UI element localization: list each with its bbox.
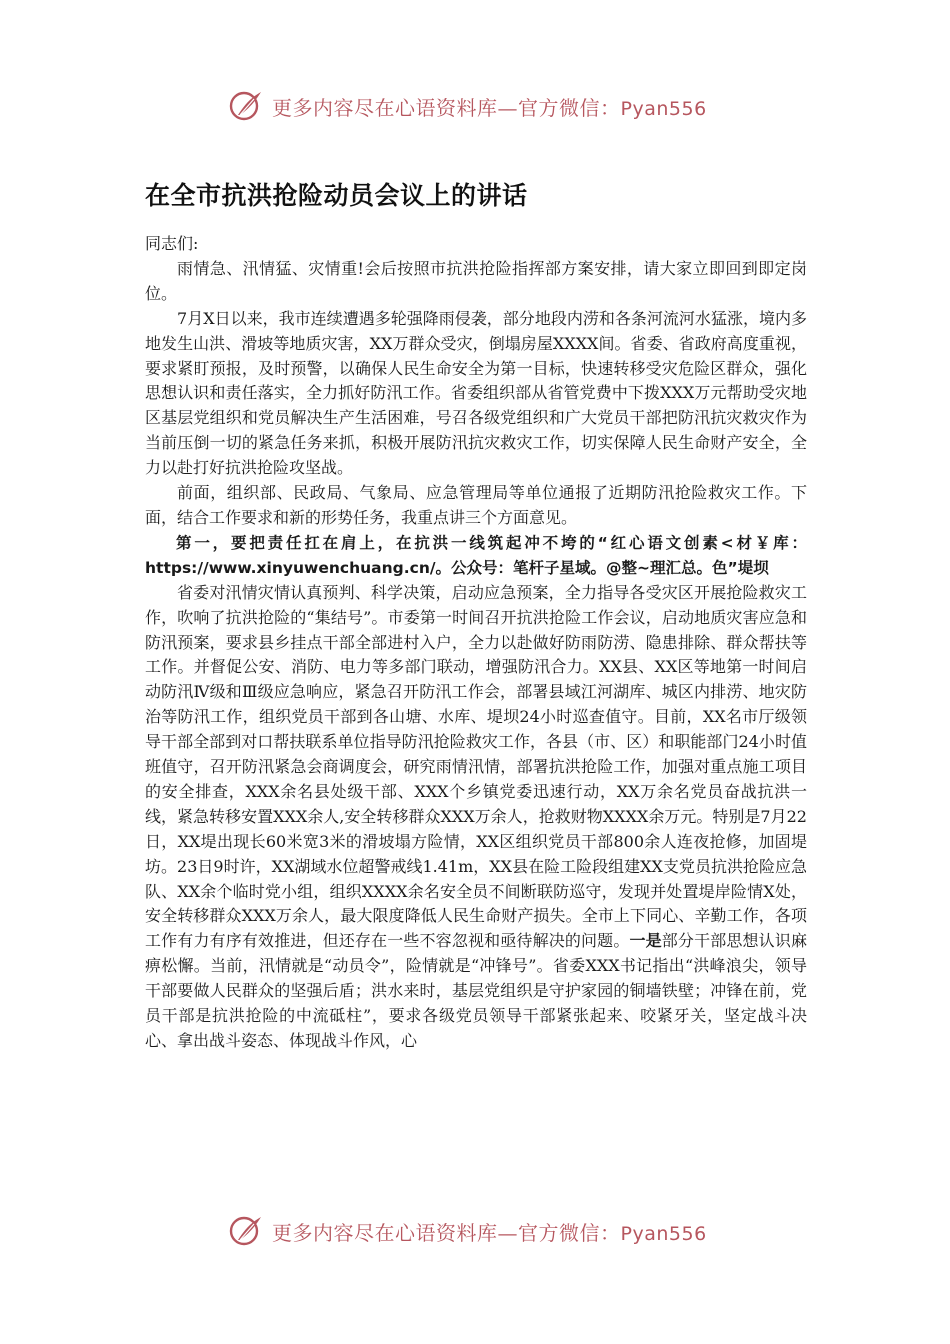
footer-banner: [228, 1211, 707, 1251]
section-heading-1: 第一，要把责任扛在肩上，在抗洪一线筑起冲不垮的“红心语文创素<材￥库：https://www.xinyuwenchuang.cn/。公众号：笔杆子星域。@整~理汇总。色”堤坝: [145, 533, 807, 577]
quill-logo-icon: [228, 1213, 264, 1249]
document-body: [145, 232, 807, 1054]
greeting: 同志们:: [145, 234, 199, 253]
banner-text: 更多内容尽在心语资料库—官方微信：Pyan556: [272, 1220, 707, 1245]
banner-text: 更多内容尽在心语资料库—官方微信：Pyan556: [272, 95, 707, 120]
paragraph-3: 前面，组织部、民政局、气象局、应急管理局等单位通报了近期防汛抢险救灾工作。下面，结合工作要求和新的形势任务，我重点讲三个方面意见。: [145, 483, 807, 527]
wechat-id: Pyan556: [620, 1222, 707, 1245]
header-banner: [228, 86, 707, 126]
paragraph-2: 7月X日以来，我市连续遭遇多轮强降雨侵袭，部分地段内涝和各条河流河水猛涨，境内多地发生山洪、滑坡等地质灾害，XX万群众受灾，倒塌房屋XXXX间。省委、省政府高度重视，要求紧盯预报，及时预警，以确保人民生命安全为第一目标，快速转移受灾危险区群众，强化思想认识和责任落实，全力抓好防汛工作。省委组织部从省管党费中下拨XXX万元帮助受灾地区基层党组织和党员解决生产生活困难，号召各级党组织和广大党员干部把防汛抗灾救灾作为当前压倒一切的紧急任务来抓，积极开展防汛抗灾救灾工作，切实保障人民生命财产安全，全力以赴打好抗洪抢险攻坚战。: [145, 308, 807, 478]
bold-marker: 一是: [629, 931, 662, 951]
wechat-id: Pyan556: [620, 97, 707, 120]
paragraph-1: 雨情急、汛情猛、灾情重!会后按照市抗洪抢险指挥部方案安排，请大家立即回到即定岗位。: [145, 258, 807, 303]
quill-logo-icon: [228, 88, 264, 124]
document-title: 在全市抗洪抢险动员会议上的讲话: [145, 181, 528, 210]
paragraph-4: 省委对汛情灾情认真预判、科学决策，启动应急预案，全力指导各受灾区开展抢险救灾工作，吹响了抗洪抢险的“集结号”。市委第一时间召开抗洪抢险工作会议，启动地质灾害应急和防汛预案，要求县乡挂点干部全部进村入户，全力以赴做好防雨防涝、隐患排除、群众帮扶等工作。并督促公安、消防、电力等多部门联动，增强防汛合力。XX县、XX区等地第一时间启动防汛Ⅳ级和Ⅲ级应急响应，紧急召开防汛工作会，部署县域江河湖库、城区内排涝、地灾防治等防汛工作，组织党员干部到各山塘、水库、堤坝24小时巡查值守。目前，XX名市厅级领导干部全部到对口帮扶联系单位指导防汛抢险救灾工作，各县（市、区）和职能部门24小时值班值守，召开防汛紧急会商调度会，研究雨情汛情，部署抗洪抢险工作，加强对重点施工项目的安全排查，XXX余名县处级干部、XXX个乡镇党委迅速行动，XX万余名党员奋战抗洪一线，紧急转移安置XXX余人,安全转移群众XXX万余人，抢救财物XXXX余万元。特别是7月22日，XX堤出现长60米宽3米的滑坡塌方险情，XX区组织党员干部800余人连夜抢修，加固堤坊。23日9时许，XX湖域水位超警戒线1.41m，XX县在险工险段组建XX支党员抗洪抢险应急队、XX余个临时党小组，组织XXXX余名安全员不间断联防巡守，发现并处置堤岸险情X处，安全转移群众XXX万余人，最大限度降低人民生命财产损失。全市上下同心、辛勤工作，各项工作有力有序有效推进，但还存在一些不容忽视和亟待解决的问题。一是部分干部思想认识麻痹松懈。当前，汛情就是“动员令”，险情就是“冲锋号”。省委XXX书记指出“洪峰浪尖，领导干部要做人民群众的坚强后盾；洪水来时，基层党组织是守护家园的铜墙铁壁；冲锋在前，党员干部是抗洪抢险的中流砥柱”，要求各级党员领导干部紧张起来、咬紧牙关，坚定战斗决心、拿出战斗姿态、体现战斗作风，心: [145, 582, 807, 1050]
